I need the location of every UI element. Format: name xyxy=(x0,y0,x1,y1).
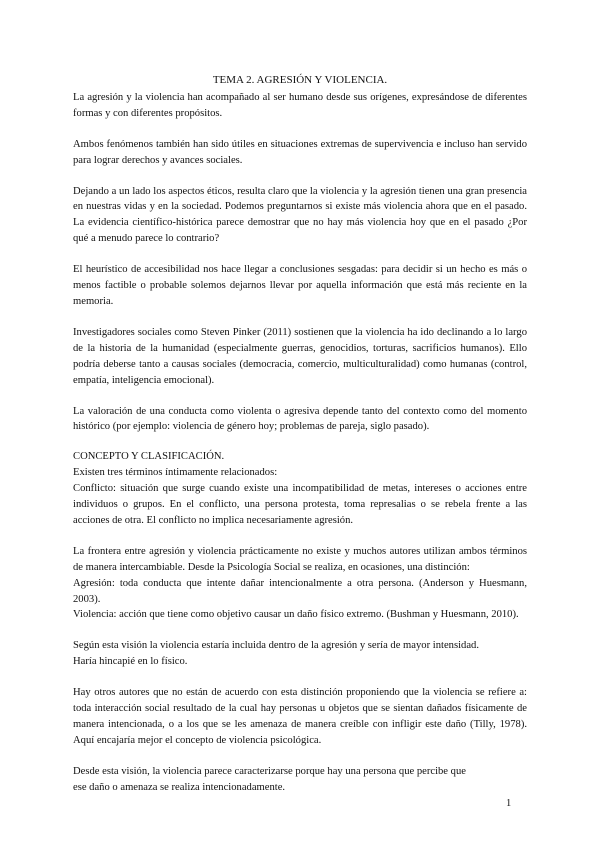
intro-paragraph-1: La agresión y la violencia han acompañado al ser humano desde sus orígenes, expresándose de diferentes formas y con diferentes propósitos. xyxy=(73,91,527,119)
intro-paragraph-2: Ambos fenómenos también han sido útiles en situaciones extremas de supervivencia e incluso han servido para lograr derechos y avances sociales. xyxy=(73,138,527,166)
closing-line-2: ese daño o amenaza se realiza intencionadamente. xyxy=(73,781,286,793)
conflict-definition: Conflicto: situación que surge cuando existe una incompatibilidad de metas, intereses o acciones entre individuos o grupos. En el conflicto, una persona protesta, toma represalias o se rebela frente a las acciones de otra. El conflicto no implica necesariamente agresión. xyxy=(73,483,527,526)
other-authors-paragraph: Hay otros autores que no están de acuerdo con esta distinción proponiendo que la violencia se refiere a: toda interacción social resultado de la cual hay personas u objetos que se sientan dañados físicamente de manera intencionada, o a los que se les amenaza de manera creíble con infligir este daño (Tilly, 1978). Aquí encajaría mejor el concepto de violencia psicológica. xyxy=(73,687,527,746)
intro-paragraph-4: El heurístico de accesibilidad nos hace llegar a conclusiones sesgadas: para decidir si un hecho es más o menos factible o probable solemos dejarnos llevar por aquella información que está más reciente en la memoria. xyxy=(73,264,527,307)
intro-paragraph-3: Dejando a un lado los aspectos éticos, resulta claro que la violencia y la agresión tienen una gran presencia en nuestras vidas y en la sociedad. Podemos preguntarnos si existe más violencia ahora que en el pasado. La evidencia científico-histórica parece demostrar que no hay más violencia hoy que en el pasado ¿Por qué a menudo parece lo contrario? xyxy=(73,185,527,245)
violence-definition: Violencia: acción que tiene como objetivo causar un daño físico extremo. (Bushman y Huesmann, 2010). xyxy=(73,609,519,621)
section-heading: CONCEPTO Y CLASIFICACIÓN. xyxy=(73,451,225,463)
view-line-2: Haría hincapié en lo físico. xyxy=(73,656,188,668)
section-line-1: Existen tres términos íntimamente relacionados: xyxy=(73,467,278,479)
frontier-paragraph: La frontera entre agresión y violencia prácticamente no existe y muchos autores utilizan ambos términos de manera intercambiable. Desde la Psicología Social se realiza, en ocasiones, una distinción: xyxy=(73,545,527,573)
intro-paragraph-5: Investigadores sociales como Steven Pinker (2011) sostienen que la violencia ha ido declinando a lo largo de la historia de la humanidad (especialmente guerras, genocidios, torturas, sacrificios humanos). Ello podría deberse tanto a causas sociales (democracia, comercio, multiculturalidad) como humanas (control, empatía, inteligencia emocional). xyxy=(73,326,527,386)
page-title: TEMA 2. AGRESIÓN Y VIOLENCIA. xyxy=(212,74,388,86)
document-body xyxy=(73,73,527,796)
view-line-1: Según esta visión la violencia estaría incluida dentro de la agresión y sería de mayor intensidad. xyxy=(73,640,479,652)
aggression-definition: Agresión: toda conducta que intente dañar intencionalmente a otra persona. (Anderson y Huesmann, 2003). xyxy=(73,577,527,605)
page-number: 1 xyxy=(506,798,512,809)
closing-line-1: Desde esta visión, la violencia parece caracterizarse porque hay una persona que percibe que xyxy=(73,765,466,777)
intro-paragraph-6: La valoración de una conducta como violenta o agresiva depende tanto del contexto como del momento histórico (por ejemplo: violencia de género hoy; problemas de pareja, siglo pasado). xyxy=(73,405,527,433)
